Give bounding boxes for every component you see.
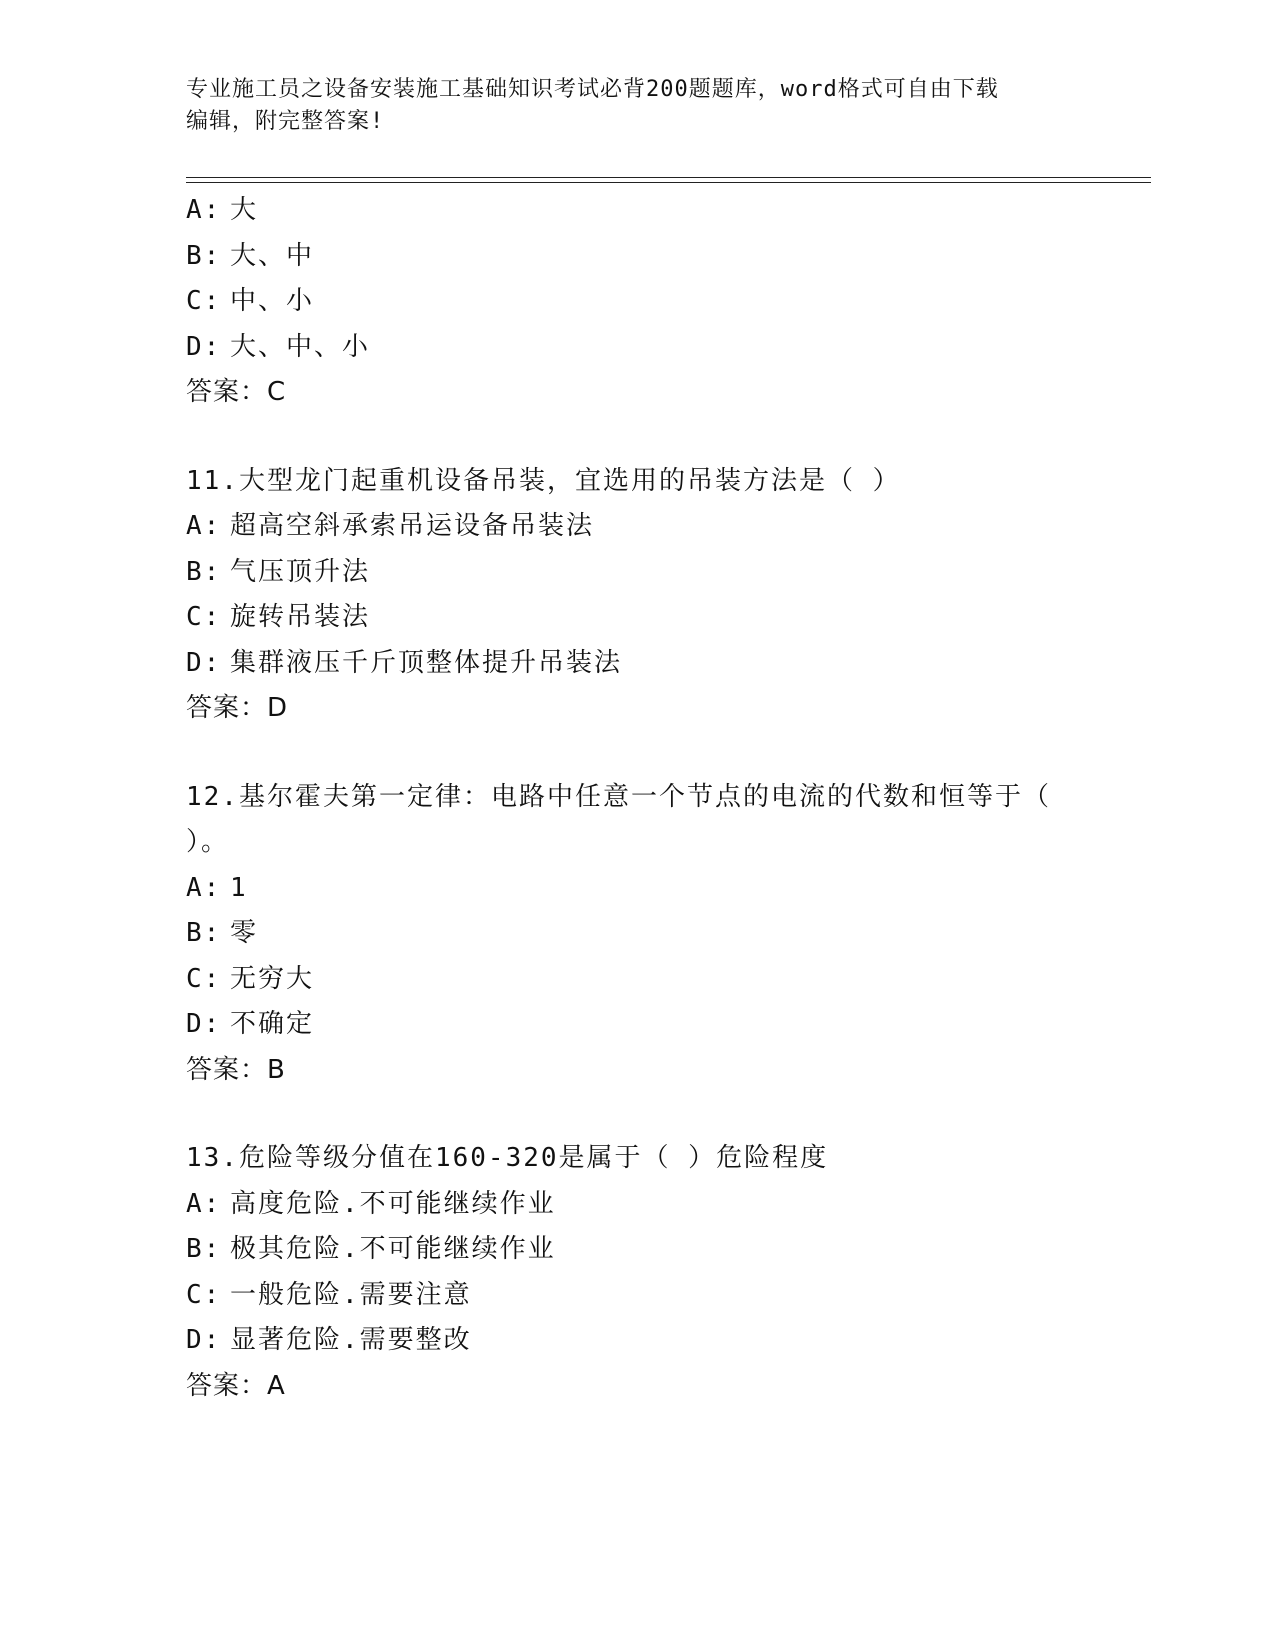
option-b: B: 零: [186, 918, 259, 948]
option-c: C: 一般危险.需要注意: [186, 1279, 472, 1310]
option-d: D: 不确定: [186, 1009, 315, 1039]
header-line-2: 编辑，附完整答案!: [186, 109, 385, 134]
answer-line: 答案：C: [186, 377, 287, 407]
header-line-1: 专业施工员之设备安装施工基础知识考试必背200题题库，word格式可自由下载: [186, 77, 999, 102]
question-stem: 11.大型龙门起重机设备吊装，宜选用的吊装方法是（ ）: [186, 465, 901, 496]
option-a: A: 大: [186, 195, 259, 225]
question-stem: 12.基尔霍夫第一定律：电路中任意一个节点的电流的代数和恒等于（: [186, 781, 1051, 812]
answer-line: 答案：D: [186, 693, 289, 723]
document-header: [186, 74, 1086, 138]
question-list: [186, 188, 1126, 1409]
header-divider: [186, 177, 1151, 183]
option-d: D: 集群液压千斤顶整体提升吊装法: [186, 647, 623, 678]
answer-line: 答案：A: [186, 1370, 286, 1401]
option-c: C: 旋转吊装法: [186, 602, 371, 632]
answer-line: 答案：B: [186, 1054, 286, 1085]
question-stem: 13.危险等级分值在160-320是属于（ ）危险程度: [186, 1143, 829, 1173]
option-b: B: 大、中: [186, 240, 315, 271]
option-a: A: 超高空斜承索吊运设备吊装法: [186, 511, 595, 541]
option-d: D: 显著危险.需要整改: [186, 1325, 472, 1355]
option-a: A: 1: [186, 872, 248, 903]
option-c: C: 中、小: [186, 286, 315, 316]
question-block-prev: [186, 188, 1126, 416]
question-block-11: [186, 459, 1126, 732]
option-a: A: 高度危险.不可能继续作业: [186, 1188, 556, 1219]
option-d: D: 大、中、小: [186, 331, 371, 362]
option-b: B: 极其危险.不可能继续作业: [186, 1234, 556, 1264]
option-c: C: 无穷大: [186, 963, 315, 994]
question-stem-continued: ）。: [186, 827, 230, 857]
option-b: B: 气压顶升法: [186, 556, 371, 587]
question-block-13: [186, 1136, 1126, 1409]
question-block-12: [186, 775, 1126, 1094]
